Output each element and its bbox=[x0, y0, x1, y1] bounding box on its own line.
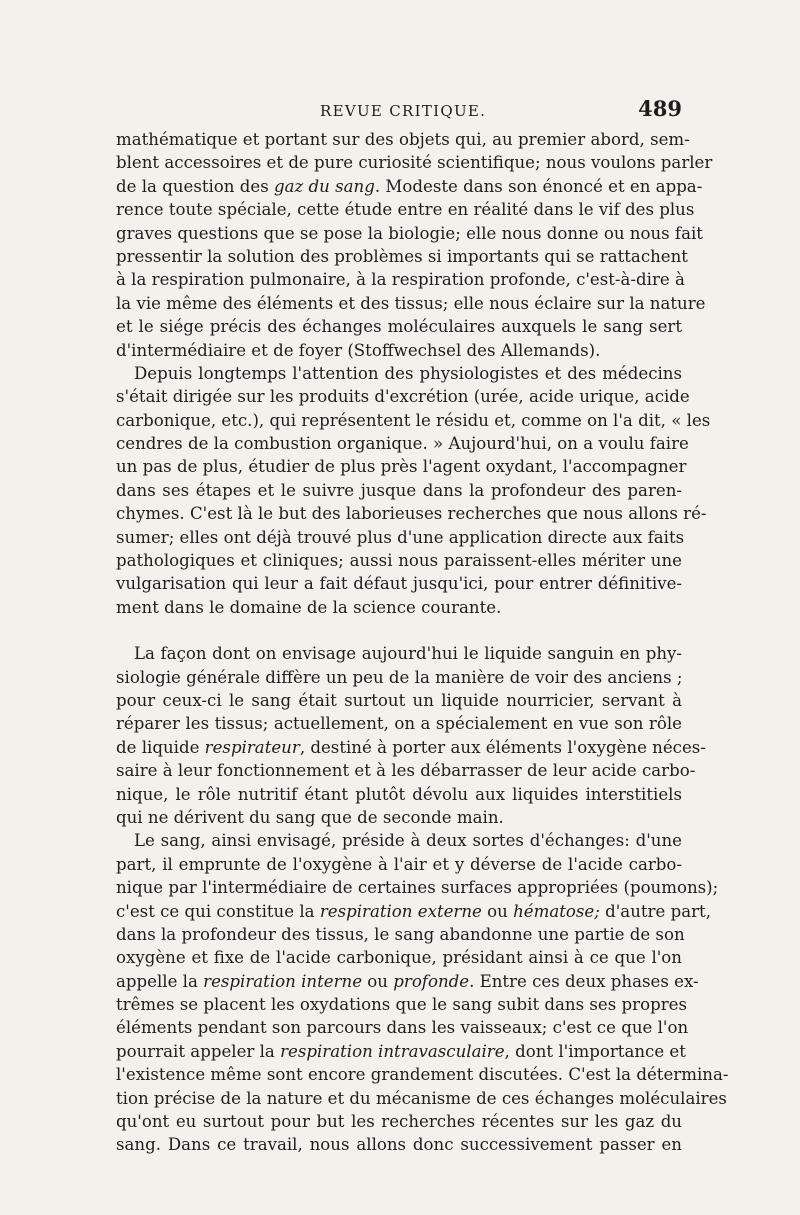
text-line bbox=[116, 245, 688, 268]
page-number: 489 bbox=[638, 96, 682, 121]
text-segment: un pas de plus, étudier de plus près l'agent oxydant, l'accompagner bbox=[116, 457, 687, 477]
paragraph bbox=[116, 128, 713, 362]
text-segment: l'existence même sont encore grandement discutées. C'est la détermina- bbox=[116, 1065, 729, 1085]
text-segment: appelle la bbox=[116, 971, 204, 991]
text-line bbox=[116, 526, 685, 549]
text-line bbox=[116, 689, 682, 712]
text-segment: Le sang, ainsi envisagé, préside à deux sortes d'échanges: d'une bbox=[134, 831, 682, 851]
text-segment: , dont l'importance et bbox=[504, 1041, 686, 1061]
text-segment: s'était dirigée sur les produits d'excrétion (urée, acide urique, acide bbox=[116, 387, 690, 407]
text-line bbox=[116, 432, 689, 455]
text-line bbox=[116, 479, 682, 502]
text-line bbox=[116, 455, 687, 478]
text-line bbox=[116, 783, 682, 806]
text-segment: qu'ont eu surtout pour but les recherches récentes sur les gaz du bbox=[116, 1112, 682, 1132]
text-segment: de liquide bbox=[116, 737, 205, 757]
italic-term: respiration interne bbox=[203, 971, 363, 991]
text-segment: pressentir la solution des problèmes si importants qui se rattachent bbox=[116, 246, 688, 266]
text-line bbox=[116, 596, 682, 619]
text-segment: vulgarisation qui leur a fait défaut jusqu'ici, pour entrer définitive- bbox=[116, 574, 682, 594]
text-segment: , destiné à porter aux éléments l'oxygène néces- bbox=[299, 737, 706, 757]
text-line bbox=[116, 1087, 727, 1110]
text-line bbox=[116, 1133, 682, 1156]
text-line bbox=[116, 666, 682, 689]
text-line bbox=[116, 1110, 682, 1133]
paragraph bbox=[116, 362, 711, 619]
text-segment: pathologiques et cliniques; aussi nous paraissent-elles mériter une bbox=[116, 551, 682, 571]
text-segment: blent accessoires et de pure curiosité scientifique; nous voulons parler bbox=[116, 153, 713, 173]
text-line bbox=[116, 900, 711, 923]
italic-term: gaz du sang bbox=[274, 176, 375, 196]
text-segment: graves questions que se pose la biologie; elle nous donne ou nous fait bbox=[116, 223, 703, 243]
text-line bbox=[116, 642, 682, 665]
text-segment: tion précise de la nature et du mécanisme de ces échanges moléculaires bbox=[116, 1088, 727, 1108]
text-segment: ment dans le domaine de la science courante. bbox=[116, 597, 502, 617]
paragraph bbox=[116, 829, 729, 1156]
text-line bbox=[116, 1040, 686, 1063]
text-line bbox=[116, 315, 682, 338]
text-segment: sang. Dans ce travail, nous allons donc successivement passer en bbox=[116, 1135, 682, 1155]
text-line bbox=[116, 502, 707, 525]
text-segment: dans ses étapes et le suivre jusque dans la profondeur des paren- bbox=[116, 480, 682, 500]
text-line bbox=[116, 151, 713, 174]
text-segment: . Modeste dans son énoncé et en appa- bbox=[374, 176, 703, 196]
text-segment: mathématique et portant sur des objets qui, au premier abord, sem- bbox=[116, 130, 690, 149]
text-segment: qui ne dérivent du sang que de seconde main. bbox=[116, 807, 504, 827]
text-segment: la vie même des éléments et des tissus; elle nous éclaire sur la nature bbox=[116, 293, 706, 313]
text-line bbox=[116, 876, 719, 899]
text-line bbox=[116, 946, 682, 969]
text-line bbox=[116, 1016, 689, 1039]
text-line bbox=[116, 1063, 729, 1086]
text-segment: cendres de la combustion organique. » Aujourd'hui, on a voulu faire bbox=[116, 434, 689, 454]
text-line bbox=[116, 970, 699, 993]
italic-term: hématose; bbox=[513, 901, 600, 921]
text-segment: pourrait appeler la bbox=[116, 1041, 281, 1061]
text-line bbox=[116, 362, 682, 385]
text-line bbox=[116, 409, 711, 432]
text-line bbox=[116, 572, 682, 595]
text-line bbox=[116, 339, 682, 362]
text-segment: . Entre ces deux phases ex- bbox=[469, 971, 699, 991]
body-text bbox=[116, 128, 729, 1157]
text-line bbox=[116, 923, 685, 946]
text-segment: La façon dont on envisage aujourd'hui le liquide sanguin en phy- bbox=[134, 644, 682, 664]
text-segment: chymes. C'est là le but des laborieuses recherches que nous allons ré- bbox=[116, 504, 707, 524]
text-line bbox=[116, 712, 682, 735]
text-segment: saire à leur fonctionnement et à les débarrasser de leur acide carbo- bbox=[116, 761, 696, 781]
text-segment: part, il emprunte de l'oxygène à l'air et y déverse de l'acide carbo- bbox=[116, 854, 682, 874]
text-line bbox=[116, 993, 687, 1016]
running-head: REVUE CRITIQUE. bbox=[320, 102, 487, 120]
italic-term: profonde bbox=[393, 971, 470, 991]
text-segment: oxygène et fixe de l'acide carbonique, présidant ainsi à ce que l'on bbox=[116, 948, 682, 968]
text-segment: rence toute spéciale, cette étude entre en réalité dans le vif des plus bbox=[116, 200, 695, 220]
text-segment: dans la profondeur des tissus, le sang abandonne une partie de son bbox=[116, 924, 685, 944]
text-line bbox=[116, 806, 682, 829]
text-segment: trêmes se placent les oxydations que le sang subit dans ses propres bbox=[116, 995, 687, 1015]
text-line bbox=[116, 198, 695, 221]
text-segment: siologie générale diffère un peu de la manière de voir des anciens ; bbox=[116, 667, 683, 687]
text-segment: d'intermédiaire et de foyer (Stoffwechsel des Allemands). bbox=[116, 340, 601, 360]
text-segment: de la question des bbox=[116, 176, 274, 196]
text-segment: c'est ce qui constitue la bbox=[116, 901, 320, 921]
text-line bbox=[116, 759, 696, 782]
text-line bbox=[116, 128, 690, 151]
text-segment: ou bbox=[481, 901, 514, 921]
text-line bbox=[116, 268, 685, 291]
text-line bbox=[116, 829, 682, 852]
page-header bbox=[116, 96, 682, 126]
italic-term: respiration externe bbox=[319, 901, 482, 921]
text-line bbox=[116, 292, 706, 315]
text-segment: Depuis longtemps l'attention des physiologistes et des médecins bbox=[134, 363, 682, 383]
text-segment: et le siége précis des échanges moléculaires auxquels le sang sert bbox=[116, 317, 682, 337]
text-segment: ou bbox=[362, 971, 394, 991]
text-line bbox=[116, 853, 682, 876]
text-segment: d'autre part, bbox=[599, 901, 711, 921]
text-line bbox=[116, 175, 703, 198]
text-segment: nique, le rôle nutritif étant plutôt dévolu aux liquides interstitiels bbox=[116, 784, 682, 804]
text-segment: éléments pendant son parcours dans les vaisseaux; c'est ce que l'on bbox=[116, 1018, 689, 1038]
text-line bbox=[116, 549, 682, 572]
text-segment: à la respiration pulmonaire, à la respiration profonde, c'est-à-dire à bbox=[116, 270, 685, 290]
italic-term: respiration intravasculaire bbox=[280, 1041, 505, 1061]
text-segment: sumer; elles ont déjà trouvé plus d'une application directe aux faits bbox=[116, 527, 685, 547]
text-segment: carbonique, etc.), qui représentent le résidu et, comme on l'a dit, « les bbox=[116, 410, 711, 430]
italic-term: respirateur bbox=[204, 737, 300, 757]
text-segment: réparer les tissus; actuellement, on a spécialement en vue son rôle bbox=[116, 714, 682, 734]
text-line bbox=[116, 736, 706, 759]
text-line bbox=[116, 222, 703, 245]
text-segment: pour ceux-ci le sang était surtout un liquide nourricier, servant à bbox=[116, 690, 682, 710]
section-gap bbox=[116, 619, 682, 642]
text-segment: nique par l'intermédiaire de certaines surfaces appropriées (poumons); bbox=[116, 878, 719, 898]
text-line bbox=[116, 385, 690, 408]
paragraph bbox=[116, 642, 706, 829]
